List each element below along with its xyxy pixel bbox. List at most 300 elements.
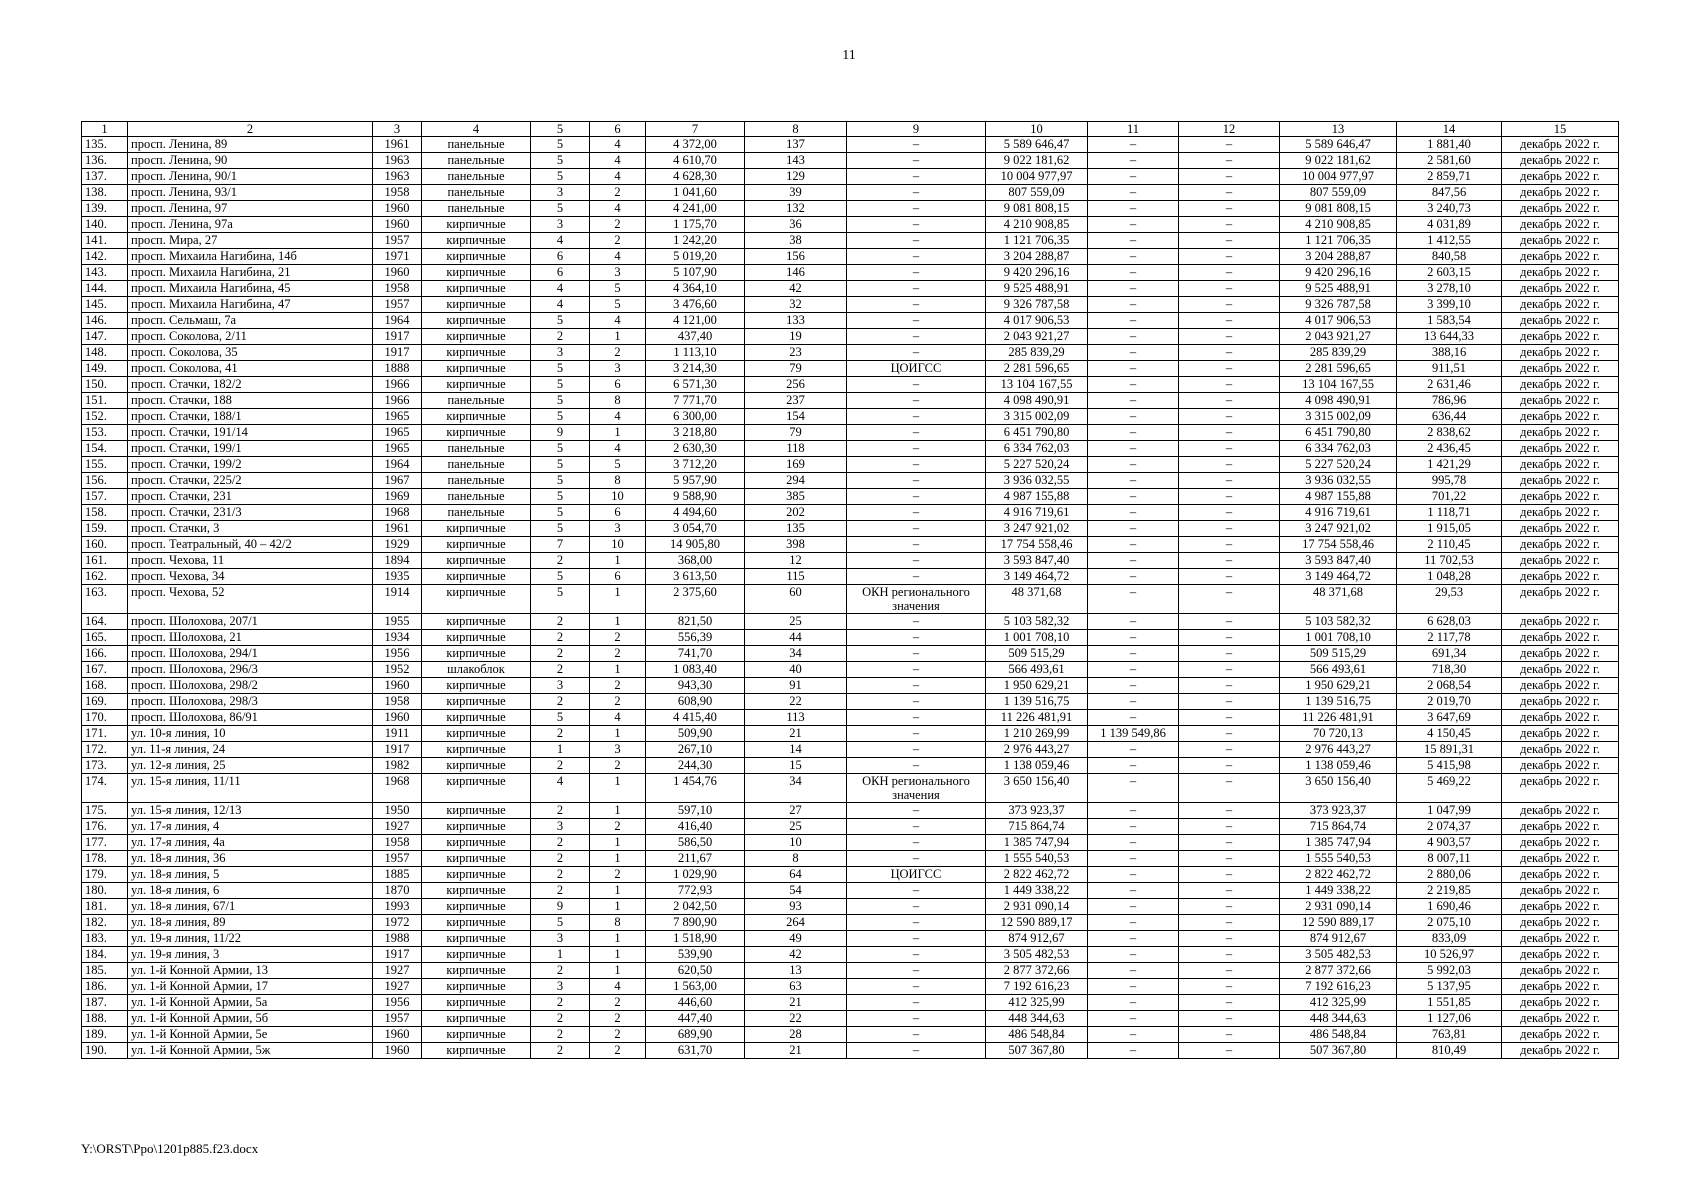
column-header-10: 10	[986, 122, 1088, 137]
table-cell-col-9: –	[847, 851, 986, 867]
table-cell-col-1: 152.	[82, 409, 128, 425]
table-cell-col-2: ул. 11-я линия, 24	[128, 742, 373, 758]
table-cell-col-3: 1917	[373, 345, 422, 361]
table-cell-col-8: 294	[745, 473, 847, 489]
table-cell-col-12: –	[1179, 201, 1280, 217]
table-cell-col-5: 3	[531, 819, 590, 835]
table-cell-col-15: декабрь 2022 г.	[1502, 585, 1619, 614]
table-cell-col-12: –	[1179, 553, 1280, 569]
table-cell-col-9: –	[847, 201, 986, 217]
table-cell-col-1: 170.	[82, 710, 128, 726]
table-cell-col-8: 135	[745, 521, 847, 537]
table-cell-col-7: 509,90	[646, 726, 745, 742]
table-cell-col-7: 437,40	[646, 329, 745, 345]
table-cell-col-4: кирпичные	[422, 883, 531, 899]
table-cell-col-10: 4 916 719,61	[986, 505, 1088, 521]
table-cell-col-9: –	[847, 819, 986, 835]
table-cell-col-6: 1	[590, 835, 646, 851]
column-header-2: 2	[128, 122, 373, 137]
table-cell-col-14: 3 240,73	[1397, 201, 1502, 217]
table-cell-col-4: кирпичные	[422, 409, 531, 425]
table-cell-col-4: кирпичные	[422, 726, 531, 742]
table-cell-col-9: –	[847, 678, 986, 694]
table-cell-col-13: 48 371,68	[1280, 585, 1397, 614]
table-cell-col-8: 143	[745, 153, 847, 169]
table-cell-col-9: –	[847, 694, 986, 710]
table-cell-col-1: 185.	[82, 963, 128, 979]
table-cell-col-4: кирпичные	[422, 947, 531, 963]
table-cell-col-6: 6	[590, 377, 646, 393]
table-cell-col-9: –	[847, 963, 986, 979]
table-cell-col-15: декабрь 2022 г.	[1502, 883, 1619, 899]
table-cell-col-8: 154	[745, 409, 847, 425]
table-cell-col-8: 42	[745, 281, 847, 297]
table-cell-col-13: 285 839,29	[1280, 345, 1397, 361]
table-cell-col-5: 6	[531, 265, 590, 281]
table-cell-col-11: –	[1088, 947, 1179, 963]
table-cell-col-14: 911,51	[1397, 361, 1502, 377]
table-cell-col-15: декабрь 2022 г.	[1502, 201, 1619, 217]
table-cell-col-2: просп. Стачки, 188	[128, 393, 373, 409]
table-row	[82, 249, 1619, 265]
table-cell-col-15: декабрь 2022 г.	[1502, 742, 1619, 758]
column-header-6: 6	[590, 122, 646, 137]
table-cell-col-5: 5	[531, 569, 590, 585]
table-cell-col-9: –	[847, 537, 986, 553]
table-row	[82, 694, 1619, 710]
table-cell-col-10: 4 987 155,88	[986, 489, 1088, 505]
table-cell-col-15: декабрь 2022 г.	[1502, 233, 1619, 249]
table-cell-col-7: 3 476,60	[646, 297, 745, 313]
table-cell-col-10: 1 121 706,35	[986, 233, 1088, 249]
table-cell-col-4: кирпичные	[422, 553, 531, 569]
table-cell-col-8: 21	[745, 995, 847, 1011]
table-cell-col-7: 14 905,80	[646, 537, 745, 553]
table-cell-col-3: 1955	[373, 614, 422, 630]
table-cell-col-10: 48 371,68	[986, 585, 1088, 614]
table-cell-col-15: декабрь 2022 г.	[1502, 361, 1619, 377]
table-cell-col-9: –	[847, 489, 986, 505]
table-cell-col-6: 8	[590, 473, 646, 489]
table-cell-col-1: 180.	[82, 883, 128, 899]
table-cell-col-14: 1 690,46	[1397, 899, 1502, 915]
table-cell-col-6: 2	[590, 345, 646, 361]
table-cell-col-10: 566 493,61	[986, 662, 1088, 678]
table-cell-col-3: 1971	[373, 249, 422, 265]
housing-table-container	[81, 121, 1618, 1059]
table-cell-col-10: 3 204 288,87	[986, 249, 1088, 265]
table-cell-col-5: 4	[531, 281, 590, 297]
table-cell-col-13: 11 226 481,91	[1280, 710, 1397, 726]
table-row	[82, 201, 1619, 217]
table-cell-col-12: –	[1179, 441, 1280, 457]
table-cell-col-2: ул. 1-й Конной Армии, 5е	[128, 1027, 373, 1043]
table-cell-col-8: 40	[745, 662, 847, 678]
table-cell-col-11: –	[1088, 345, 1179, 361]
table-cell-col-3: 1957	[373, 1011, 422, 1027]
table-cell-col-12: –	[1179, 185, 1280, 201]
column-header-11: 11	[1088, 122, 1179, 137]
table-cell-col-3: 1917	[373, 947, 422, 963]
table-cell-col-14: 3 399,10	[1397, 297, 1502, 313]
table-cell-col-1: 181.	[82, 899, 128, 915]
table-cell-col-4: кирпичные	[422, 361, 531, 377]
table-cell-col-12: –	[1179, 963, 1280, 979]
table-cell-col-13: 17 754 558,46	[1280, 537, 1397, 553]
table-cell-col-4: кирпичные	[422, 425, 531, 441]
table-cell-col-9: –	[847, 646, 986, 662]
table-cell-col-9: –	[847, 1027, 986, 1043]
table-cell-col-6: 2	[590, 995, 646, 1011]
table-cell-col-6: 10	[590, 489, 646, 505]
table-cell-col-13: 4 916 719,61	[1280, 505, 1397, 521]
table-cell-col-11: –	[1088, 883, 1179, 899]
table-cell-col-13: 7 192 616,23	[1280, 979, 1397, 995]
table-cell-col-5: 3	[531, 678, 590, 694]
table-cell-col-5: 4	[531, 233, 590, 249]
table-cell-col-14: 1 421,29	[1397, 457, 1502, 473]
table-cell-col-13: 412 325,99	[1280, 995, 1397, 1011]
table-cell-col-10: 1 555 540,53	[986, 851, 1088, 867]
table-cell-col-15: декабрь 2022 г.	[1502, 169, 1619, 185]
table-cell-col-8: 137	[745, 137, 847, 153]
table-cell-col-14: 1 881,40	[1397, 137, 1502, 153]
table-cell-col-13: 4 017 906,53	[1280, 313, 1397, 329]
table-row	[82, 710, 1619, 726]
table-row	[82, 425, 1619, 441]
table-cell-col-5: 2	[531, 963, 590, 979]
table-cell-col-15: декабрь 2022 г.	[1502, 457, 1619, 473]
table-cell-col-5: 2	[531, 867, 590, 883]
column-header-5: 5	[531, 122, 590, 137]
table-cell-col-14: 2 880,06	[1397, 867, 1502, 883]
table-cell-col-8: 129	[745, 169, 847, 185]
table-cell-col-13: 9 420 296,16	[1280, 265, 1397, 281]
table-cell-col-1: 144.	[82, 281, 128, 297]
table-cell-col-7: 446,60	[646, 995, 745, 1011]
table-cell-col-14: 840,58	[1397, 249, 1502, 265]
column-header-8: 8	[745, 122, 847, 137]
table-cell-col-2: просп. Ленина, 97	[128, 201, 373, 217]
table-cell-col-8: 91	[745, 678, 847, 694]
table-row	[82, 313, 1619, 329]
table-cell-col-5: 1	[531, 742, 590, 758]
table-cell-col-1: 189.	[82, 1027, 128, 1043]
table-cell-col-8: 398	[745, 537, 847, 553]
table-cell-col-5: 2	[531, 851, 590, 867]
table-cell-col-5: 3	[531, 931, 590, 947]
table-cell-col-7: 4 121,00	[646, 313, 745, 329]
table-cell-col-14: 1 551,85	[1397, 995, 1502, 1011]
table-cell-col-4: панельные	[422, 489, 531, 505]
table-row	[82, 329, 1619, 345]
table-header-row	[82, 122, 1619, 137]
table-cell-col-5: 5	[531, 521, 590, 537]
table-cell-col-9: –	[847, 185, 986, 201]
table-row	[82, 409, 1619, 425]
table-cell-col-12: –	[1179, 995, 1280, 1011]
table-cell-col-3: 1988	[373, 931, 422, 947]
table-cell-col-2: просп. Чехова, 52	[128, 585, 373, 614]
table-cell-col-1: 164.	[82, 614, 128, 630]
table-cell-col-8: 146	[745, 265, 847, 281]
table-cell-col-2: просп. Стачки, 231	[128, 489, 373, 505]
table-cell-col-5: 5	[531, 377, 590, 393]
table-cell-col-9: –	[847, 217, 986, 233]
table-cell-col-10: 1 139 516,75	[986, 694, 1088, 710]
table-cell-col-14: 2 074,37	[1397, 819, 1502, 835]
table-cell-col-6: 2	[590, 758, 646, 774]
table-row	[82, 662, 1619, 678]
table-cell-col-5: 4	[531, 774, 590, 803]
table-cell-col-10: 4 017 906,53	[986, 313, 1088, 329]
table-cell-col-7: 620,50	[646, 963, 745, 979]
table-cell-col-5: 2	[531, 614, 590, 630]
table-cell-col-1: 139.	[82, 201, 128, 217]
table-cell-col-11: –	[1088, 646, 1179, 662]
table-cell-col-7: 741,70	[646, 646, 745, 662]
table-cell-col-9: ОКН регионального значения	[847, 774, 986, 803]
table-cell-col-2: ул. 1-й Конной Армии, 5б	[128, 1011, 373, 1027]
table-cell-col-12: –	[1179, 537, 1280, 553]
table-cell-col-11: –	[1088, 915, 1179, 931]
table-cell-col-2: ул. 19-я линия, 11/22	[128, 931, 373, 947]
table-cell-col-13: 5 103 582,32	[1280, 614, 1397, 630]
table-cell-col-1: 156.	[82, 473, 128, 489]
table-cell-col-11: –	[1088, 867, 1179, 883]
table-cell-col-11: –	[1088, 553, 1179, 569]
table-cell-col-1: 188.	[82, 1011, 128, 1027]
table-cell-col-5: 2	[531, 1043, 590, 1059]
table-cell-col-7: 1 518,90	[646, 931, 745, 947]
table-row	[82, 947, 1619, 963]
table-cell-col-8: 169	[745, 457, 847, 473]
table-cell-col-12: –	[1179, 569, 1280, 585]
table-cell-col-1: 137.	[82, 169, 128, 185]
table-cell-col-11: –	[1088, 803, 1179, 819]
table-cell-col-2: просп. Стачки, 199/1	[128, 441, 373, 457]
table-cell-col-14: 4 150,45	[1397, 726, 1502, 742]
table-cell-col-5: 5	[531, 710, 590, 726]
table-row	[82, 185, 1619, 201]
table-cell-col-6: 2	[590, 233, 646, 249]
table-cell-col-15: декабрь 2022 г.	[1502, 313, 1619, 329]
table-cell-col-3: 1965	[373, 425, 422, 441]
table-cell-col-2: ул. 18-я линия, 6	[128, 883, 373, 899]
table-cell-col-12: –	[1179, 726, 1280, 742]
table-cell-col-14: 1 412,55	[1397, 233, 1502, 249]
table-cell-col-1: 177.	[82, 835, 128, 851]
table-cell-col-11: –	[1088, 742, 1179, 758]
table-cell-col-2: просп. Ленина, 89	[128, 137, 373, 153]
table-cell-col-1: 165.	[82, 630, 128, 646]
table-cell-col-5: 5	[531, 473, 590, 489]
table-cell-col-4: кирпичные	[422, 774, 531, 803]
table-cell-col-10: 1 001 708,10	[986, 630, 1088, 646]
table-cell-col-3: 1911	[373, 726, 422, 742]
table-row	[82, 1027, 1619, 1043]
table-cell-col-1: 163.	[82, 585, 128, 614]
table-cell-col-1: 160.	[82, 537, 128, 553]
table-cell-col-14: 2 838,62	[1397, 425, 1502, 441]
table-cell-col-3: 1960	[373, 217, 422, 233]
table-cell-col-3: 1960	[373, 678, 422, 694]
table-cell-col-6: 4	[590, 979, 646, 995]
table-row	[82, 553, 1619, 569]
table-cell-col-9: –	[847, 265, 986, 281]
table-cell-col-2: ул. 15-я линия, 11/11	[128, 774, 373, 803]
table-row	[82, 646, 1619, 662]
table-cell-col-1: 169.	[82, 694, 128, 710]
table-cell-col-8: 237	[745, 393, 847, 409]
table-cell-col-4: кирпичные	[422, 710, 531, 726]
table-cell-col-14: 2 581,60	[1397, 153, 1502, 169]
table-cell-col-13: 6 334 762,03	[1280, 441, 1397, 457]
table-cell-col-8: 23	[745, 345, 847, 361]
table-body	[82, 137, 1619, 1059]
table-cell-col-2: ул. 10-я линия, 10	[128, 726, 373, 742]
table-cell-col-4: кирпичные	[422, 742, 531, 758]
table-cell-col-9: –	[847, 947, 986, 963]
table-cell-col-11: –	[1088, 758, 1179, 774]
table-cell-col-13: 3 650 156,40	[1280, 774, 1397, 803]
table-cell-col-6: 2	[590, 646, 646, 662]
table-row	[82, 585, 1619, 614]
table-cell-col-12: –	[1179, 281, 1280, 297]
table-cell-col-4: кирпичные	[422, 963, 531, 979]
table-cell-col-11: –	[1088, 851, 1179, 867]
table-row	[82, 297, 1619, 313]
table-cell-col-8: 79	[745, 425, 847, 441]
table-cell-col-10: 4 210 908,85	[986, 217, 1088, 233]
table-cell-col-13: 373 923,37	[1280, 803, 1397, 819]
table-cell-col-4: панельные	[422, 185, 531, 201]
table-cell-col-12: –	[1179, 694, 1280, 710]
table-cell-col-13: 715 864,74	[1280, 819, 1397, 835]
table-cell-col-5: 5	[531, 915, 590, 931]
table-cell-col-10: 3 650 156,40	[986, 774, 1088, 803]
table-cell-col-2: просп. Михаила Нагибина, 14б	[128, 249, 373, 265]
table-cell-col-1: 151.	[82, 393, 128, 409]
column-header-13: 13	[1280, 122, 1397, 137]
table-cell-col-3: 1961	[373, 521, 422, 537]
table-cell-col-12: –	[1179, 217, 1280, 233]
table-row	[82, 803, 1619, 819]
table-row	[82, 742, 1619, 758]
table-cell-col-9: ОКН регионального значения	[847, 585, 986, 614]
table-cell-col-15: декабрь 2022 г.	[1502, 553, 1619, 569]
table-cell-col-4: кирпичные	[422, 867, 531, 883]
table-cell-col-12: –	[1179, 457, 1280, 473]
table-cell-col-9: –	[847, 883, 986, 899]
table-cell-col-15: декабрь 2022 г.	[1502, 1011, 1619, 1027]
table-cell-col-13: 3 204 288,87	[1280, 249, 1397, 265]
table-cell-col-3: 1967	[373, 473, 422, 489]
table-cell-col-6: 10	[590, 537, 646, 553]
table-cell-col-12: –	[1179, 1027, 1280, 1043]
table-cell-col-11: –	[1088, 678, 1179, 694]
table-cell-col-6: 2	[590, 217, 646, 233]
table-cell-col-2: просп. Шолохова, 207/1	[128, 614, 373, 630]
table-cell-col-7: 5 107,90	[646, 265, 745, 281]
table-cell-col-3: 1963	[373, 169, 422, 185]
table-cell-col-5: 5	[531, 361, 590, 377]
table-cell-col-7: 4 494,60	[646, 505, 745, 521]
table-cell-col-7: 597,10	[646, 803, 745, 819]
table-cell-col-11: –	[1088, 569, 1179, 585]
table-cell-col-9: ЦОИГСС	[847, 867, 986, 883]
table-cell-col-8: 79	[745, 361, 847, 377]
table-cell-col-15: декабрь 2022 г.	[1502, 726, 1619, 742]
table-cell-col-4: кирпичные	[422, 915, 531, 931]
table-cell-col-2: просп. Шолохова, 294/1	[128, 646, 373, 662]
table-cell-col-6: 1	[590, 774, 646, 803]
table-cell-col-14: 6 628,03	[1397, 614, 1502, 630]
table-cell-col-12: –	[1179, 931, 1280, 947]
table-row	[82, 441, 1619, 457]
table-cell-col-4: кирпичные	[422, 979, 531, 995]
table-cell-col-4: кирпичные	[422, 345, 531, 361]
table-cell-col-5: 2	[531, 803, 590, 819]
table-cell-col-15: декабрь 2022 г.	[1502, 819, 1619, 835]
table-cell-col-9: –	[847, 233, 986, 249]
table-cell-col-1: 179.	[82, 867, 128, 883]
table-cell-col-2: просп. Михаила Нагибина, 21	[128, 265, 373, 281]
table-cell-col-14: 8 007,11	[1397, 851, 1502, 867]
table-cell-col-4: кирпичные	[422, 614, 531, 630]
table-cell-col-2: просп. Шолохова, 298/3	[128, 694, 373, 710]
table-cell-col-15: декабрь 2022 г.	[1502, 505, 1619, 521]
table-cell-col-7: 368,00	[646, 553, 745, 569]
table-cell-col-10: 13 104 167,55	[986, 377, 1088, 393]
table-cell-col-11: –	[1088, 489, 1179, 505]
table-cell-col-2: просп. Стачки, 225/2	[128, 473, 373, 489]
table-cell-col-3: 1960	[373, 1043, 422, 1059]
table-cell-col-1: 157.	[82, 489, 128, 505]
table-cell-col-1: 184.	[82, 947, 128, 963]
table-cell-col-2: просп. Соколова, 2/11	[128, 329, 373, 345]
table-cell-col-9: –	[847, 803, 986, 819]
table-cell-col-10: 10 004 977,97	[986, 169, 1088, 185]
table-cell-col-11: –	[1088, 457, 1179, 473]
table-cell-col-7: 631,70	[646, 1043, 745, 1059]
table-cell-col-1: 166.	[82, 646, 128, 662]
table-cell-col-13: 448 344,63	[1280, 1011, 1397, 1027]
table-cell-col-11: –	[1088, 662, 1179, 678]
table-cell-col-5: 2	[531, 662, 590, 678]
table-cell-col-8: 21	[745, 726, 847, 742]
table-cell-col-8: 132	[745, 201, 847, 217]
table-cell-col-3: 1917	[373, 329, 422, 345]
table-cell-col-2: ул. 18-я линия, 36	[128, 851, 373, 867]
table-cell-col-12: –	[1179, 947, 1280, 963]
table-cell-col-9: –	[847, 662, 986, 678]
table-cell-col-2: ул. 15-я линия, 12/13	[128, 803, 373, 819]
table-row	[82, 153, 1619, 169]
table-cell-col-14: 2 019,70	[1397, 694, 1502, 710]
table-cell-col-11: –	[1088, 774, 1179, 803]
column-header-14: 14	[1397, 122, 1502, 137]
table-cell-col-12: –	[1179, 803, 1280, 819]
table-cell-col-15: декабрь 2022 г.	[1502, 947, 1619, 963]
table-cell-col-8: 8	[745, 851, 847, 867]
table-cell-col-8: 156	[745, 249, 847, 265]
table-cell-col-14: 763,81	[1397, 1027, 1502, 1043]
table-row	[82, 361, 1619, 377]
table-cell-col-6: 1	[590, 883, 646, 899]
table-cell-col-5: 3	[531, 345, 590, 361]
table-cell-col-3: 1966	[373, 393, 422, 409]
